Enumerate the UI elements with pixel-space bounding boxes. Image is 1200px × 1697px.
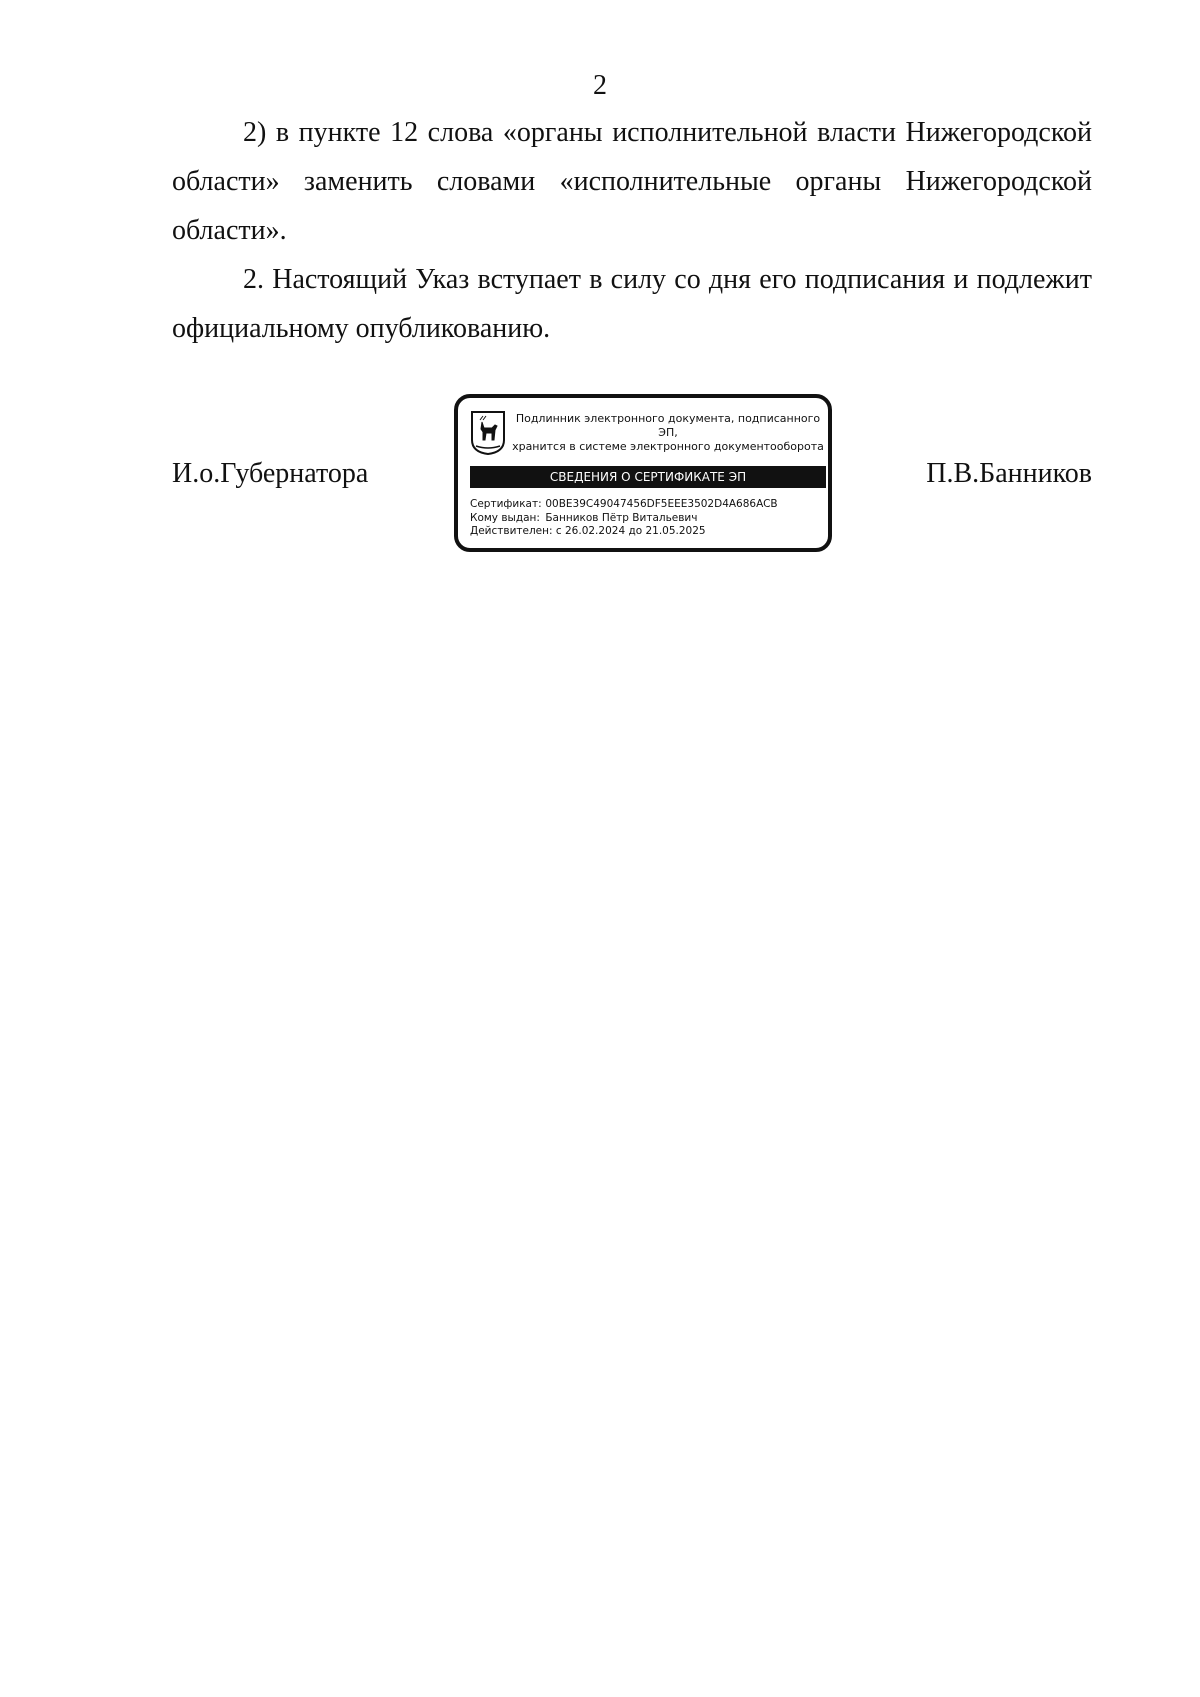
paragraph-amendment: 2) в пункте 12 слова «органы исполнительной власти Нижегородской области» заменить словами «исполнительные органы Нижегородской области». xyxy=(172,117,1092,246)
issued-to-row xyxy=(470,512,778,526)
document-body xyxy=(172,108,1092,353)
issued-to-value: Банников Пётр Витальевич xyxy=(545,511,698,524)
certificate-row xyxy=(470,498,778,512)
page-number: 2 xyxy=(593,70,607,101)
validity-row xyxy=(470,525,778,539)
signatory-name: П.В.Банников xyxy=(926,458,1092,489)
issued-to-label: Кому выдан: xyxy=(470,511,540,524)
certificate-value: 00BE39C49047456DF5EEE3502D4A686ACB xyxy=(545,498,778,510)
validity-label: Действителен: xyxy=(470,525,553,537)
electronic-signature-stamp xyxy=(454,394,832,552)
deer-emblem-icon xyxy=(470,410,506,456)
certificate-banner: СВЕДЕНИЯ О СЕРТИФИКАТЕ ЭП xyxy=(470,466,826,488)
stamp-header-line-2: хранится в системе электронного документооборота xyxy=(512,440,824,453)
certificate-label: Сертификат: xyxy=(470,498,542,510)
signatory-title: И.о.Губернатора xyxy=(172,458,369,489)
signature-block xyxy=(172,394,1092,556)
validity-value: с 26.02.2024 до 21.05.2025 xyxy=(555,525,706,537)
certificate-details xyxy=(470,498,778,539)
paragraph-effective-date: 2. Настоящий Указ вступает в силу со дня его подписания и подлежит официальному опубликованию. xyxy=(172,264,1092,344)
stamp-header xyxy=(510,412,826,454)
stamp-header-line-1: Подлинник электронного документа, подписанного ЭП, xyxy=(515,412,821,439)
